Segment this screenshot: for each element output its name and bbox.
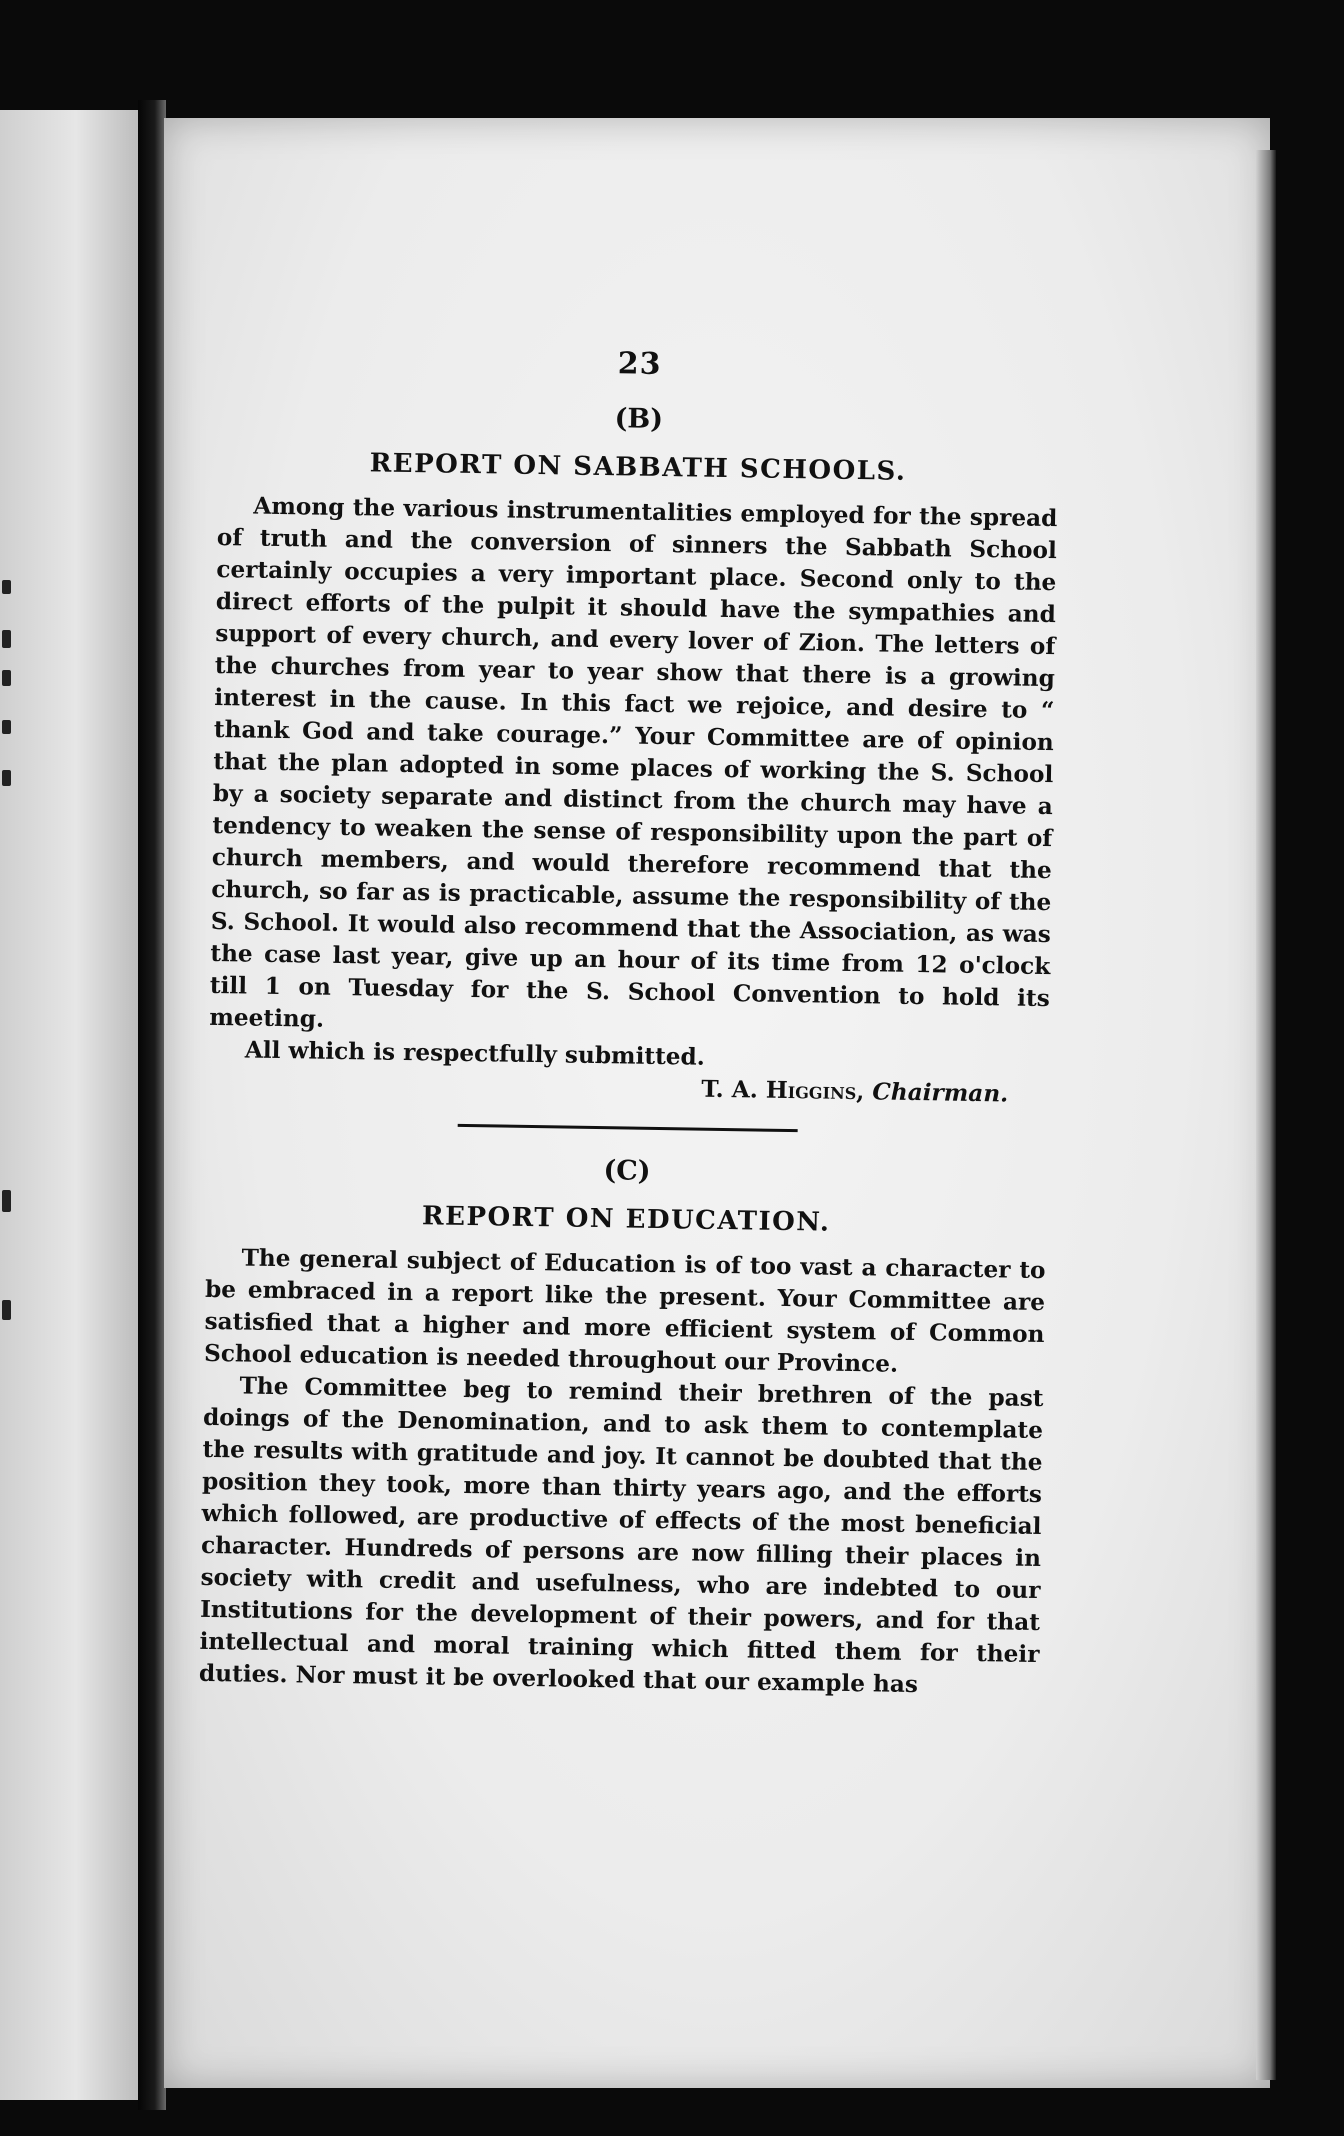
facing-page-edge	[0, 110, 138, 2100]
section-b-mark: (B)	[614, 403, 664, 435]
ink-mark	[2, 1190, 11, 1212]
ink-mark	[2, 630, 11, 648]
page-content	[199, 340, 1060, 1703]
ink-mark	[2, 770, 11, 786]
section-b-title: REPORT ON SABBATH SCHOOLS.	[369, 448, 907, 487]
book-gutter-shadow	[138, 100, 166, 2110]
ink-mark	[2, 1300, 11, 1320]
section-b-paragraph: Among the various instrumentalities employed for the spread of truth and the conversion of sinners the Sabbath School certainly occupies a very important place. Second only to the direct efforts of the pulpit it should have the sympathies and support of every church, and every lover of Zion. The letters of the churches from year to year show that there is a growing interest in the cause. In this fact we rejoice, and desire to “ thank God and take courage.” Your Committee are of opinion that the plan adopted in some places of working the S. School by a society separate and distinct from the church may have a tendency to weaken the sense of responsibility upon the part of church members, and would therefore recommend that the church, so far as is practicable, assume the responsibility of the S. School. It would also recommend that the Association, as was the case last year, give up an hour of its time from 12 o'clock till 1 on Tuesday for the S. School Convention to hold its meeting.	[209, 492, 1058, 1033]
section-c-paragraph-2: The Committee beg to remind their brethren of the past doings of the Denomination, and to ask them to contemplate the results with gratitude and joy. It cannot be doubted that the position they took, more than thirty years ago, and the efforts which followed, are productive of effects of the most beneficial character. Hundreds of persons are now filling their places in society with credit and usefulness, who are indebted to our Institutions for the development of their powers, and for that intellectual and moral training which fitted them for their duties. Nor must it be overlooked that our example has	[198, 1372, 1044, 1699]
section-c-paragraph-1: The general subject of Education is of too vast a character to be embraced in a report like the present. Your Committee are satisfied that a higher and more efficient system of Common School education is needed throughout our Province.	[203, 1244, 1046, 1378]
section-divider	[458, 1124, 798, 1132]
ink-mark	[2, 720, 11, 734]
signatory-role: Chairman.	[872, 1078, 1009, 1108]
section-b-closing: All which is respectfully submitted.	[244, 1036, 706, 1071]
ink-mark	[2, 580, 11, 594]
page-edge-shadow	[1256, 150, 1276, 2080]
signatory-name: T. A. Higgins,	[701, 1075, 865, 1106]
page-number: 23	[617, 346, 662, 382]
section-c-mark: (C)	[603, 1155, 651, 1187]
section-c-title: REPORT ON EDUCATION.	[421, 1201, 831, 1238]
ink-mark	[2, 670, 11, 686]
